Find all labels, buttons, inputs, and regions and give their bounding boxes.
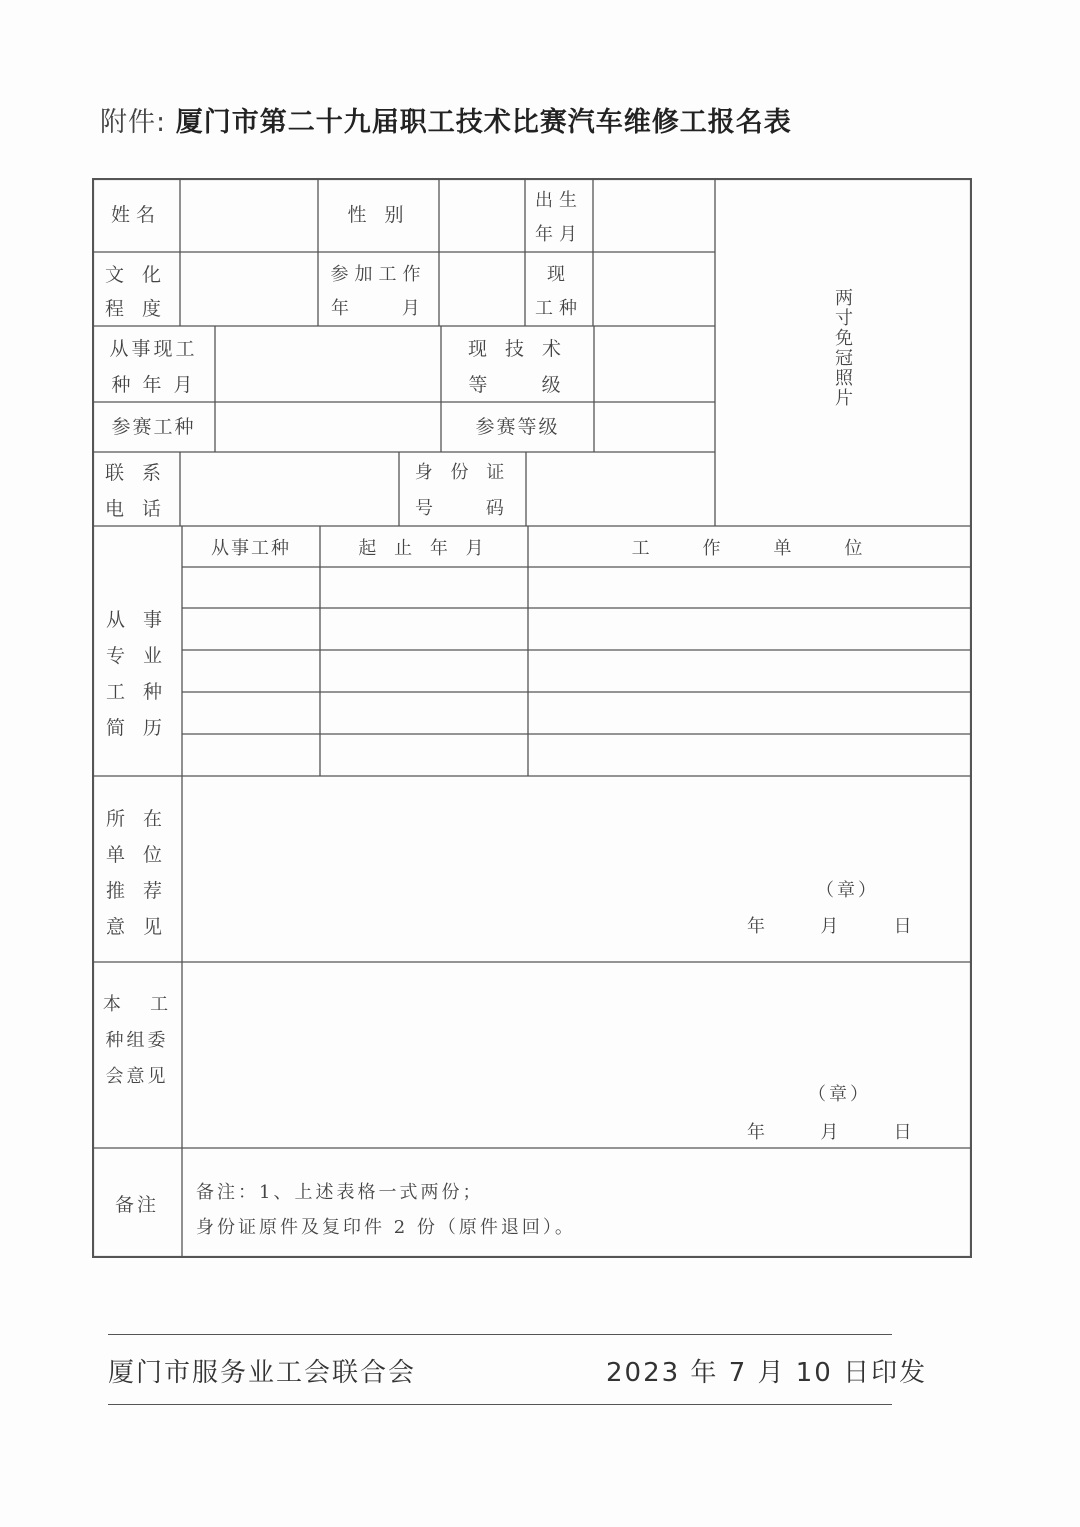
remarks-line-1: 备注：1、上述表格一式两份；: [196, 1182, 484, 1203]
tech-grade-label-line2: 等 级: [468, 374, 567, 396]
birth-label-line1: 出生: [535, 190, 583, 211]
footer-issue-date: 2023 年 7 月 10 日印发: [606, 1358, 928, 1388]
committee-seal-mark: （章）: [808, 1084, 871, 1105]
committee-label-line2: 种组委: [105, 1030, 169, 1051]
footer-bottom-rule: [108, 1404, 892, 1405]
unit-date-line: 年 月 日: [747, 916, 915, 937]
job-since-label-line2: 种 年 月: [111, 374, 196, 396]
phone-label-line2: 电 话: [104, 498, 168, 520]
remarks-label: 备注: [114, 1194, 159, 1216]
title-prefix: 附件:: [100, 107, 167, 138]
work-start-label-line2: 年 月: [331, 298, 426, 319]
committee-date-line: 年 月 日: [747, 1122, 915, 1143]
footer-top-rule: [108, 1334, 892, 1335]
current-job-label-line1: 现: [547, 264, 571, 285]
education-label-line2: 程 度: [104, 298, 168, 320]
name-label: 姓名: [110, 204, 161, 226]
unit-opinion-label-line1: 所 在: [105, 808, 169, 830]
contest-job-label: 参赛工种: [111, 416, 196, 438]
remarks-line-2: 身份证原件及复印件 2 份（原件退回）。: [196, 1217, 576, 1238]
history-header-employer: 工 作 单 位: [631, 538, 869, 559]
education-label-line1: 文 化: [104, 264, 168, 286]
history-label-line4: 简 历: [105, 717, 169, 739]
committee-label-line1: 本 工: [102, 994, 172, 1015]
unit-opinion-label-line2: 单 位: [105, 844, 169, 866]
history-header-period: 起 止 年 月: [358, 538, 490, 559]
gender-label: 性 别: [347, 204, 410, 226]
phone-label-line1: 联 系: [104, 462, 168, 484]
current-job-label-line2: 工种: [535, 298, 583, 319]
unit-seal-mark: （章）: [816, 880, 879, 901]
photo-placeholder-label: 两寸免冠照片: [832, 288, 853, 408]
job-since-label-line1: 从事现工: [109, 338, 198, 360]
work-start-label-line1: 参加工作: [330, 264, 427, 285]
tech-grade-label-line1: 现 技 术: [467, 338, 568, 360]
footer-issuer: 厦门市服务业工会联合会: [108, 1358, 417, 1388]
id-label-line1: 身 份 证: [414, 462, 511, 483]
contest-grade-label: 参赛等级: [475, 416, 560, 438]
id-label-line2: 号 码: [415, 498, 510, 519]
document-title: [100, 100, 792, 139]
history-label-line1: 从 事: [105, 609, 169, 631]
title-main: 厦门市第二十九届职工技术比赛汽车维修工报名表: [175, 107, 792, 138]
unit-opinion-label-line3: 推 荐: [105, 880, 169, 902]
committee-label-line3: 会意见: [105, 1066, 169, 1087]
unit-opinion-label-line4: 意 见: [105, 916, 169, 938]
registration-form: [92, 178, 972, 1258]
birth-label-line2: 年月: [535, 224, 583, 245]
history-label-line3: 工 种: [105, 681, 169, 703]
history-header-job: 从事工种: [211, 538, 291, 559]
history-label-line2: 专 业: [105, 645, 169, 667]
